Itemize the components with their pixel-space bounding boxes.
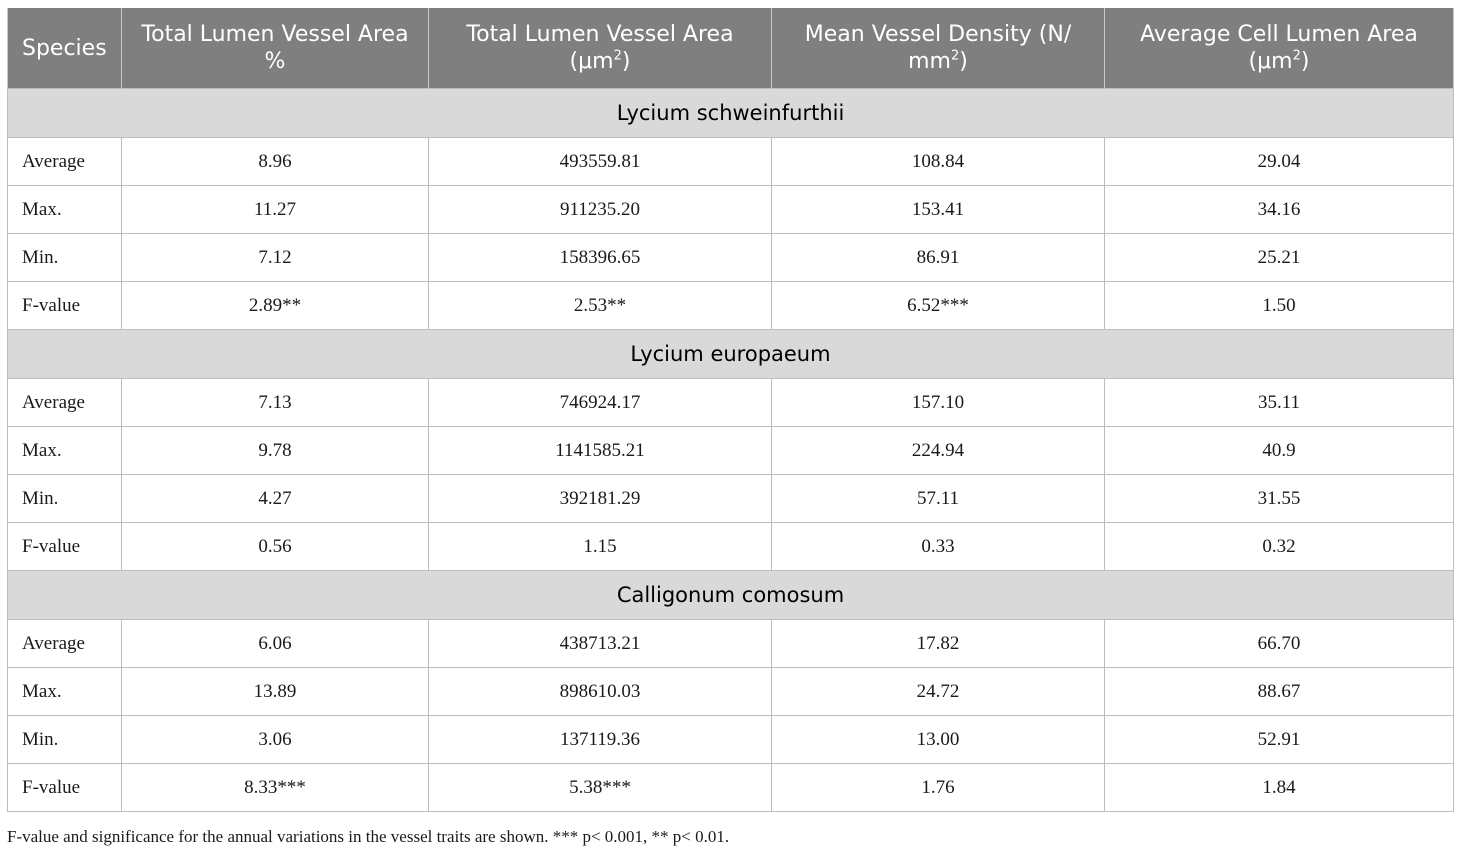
table-body	[8, 89, 1454, 812]
row-label: Average	[8, 620, 122, 668]
cell-total-lumen-percent: 2.89**	[122, 282, 429, 330]
cell-vessel-density: 24.72	[772, 668, 1105, 716]
cell-vessel-density: 1.76	[772, 764, 1105, 812]
header-text-end: )	[959, 49, 968, 74]
row-label: F-value	[8, 523, 122, 571]
cell-total-lumen-percent: 3.06	[122, 716, 429, 764]
cell-total-lumen-percent: 8.33***	[122, 764, 429, 812]
header-total-lumen-vessel-area-um2	[429, 8, 772, 89]
header-text: Mean Vessel Density (N/ mm	[804, 22, 1072, 74]
cell-vessel-density: 153.41	[772, 186, 1105, 234]
cell-vessel-density: 6.52***	[772, 282, 1105, 330]
superscript: 2	[1292, 48, 1301, 64]
species-group-name: Lycium europaeum	[8, 330, 1454, 379]
cell-total-lumen-area: 493559.81	[429, 138, 772, 186]
cell-vessel-density: 157.10	[772, 379, 1105, 427]
row-label: Average	[8, 379, 122, 427]
cell-total-lumen-percent: 7.13	[122, 379, 429, 427]
cell-total-lumen-area: 2.53**	[429, 282, 772, 330]
cell-total-lumen-area: 911235.20	[429, 186, 772, 234]
cell-cell-lumen-area: 1.84	[1105, 764, 1454, 812]
header-species: Species	[8, 8, 122, 89]
vessel-traits-table	[7, 8, 1454, 812]
cell-cell-lumen-area: 66.70	[1105, 620, 1454, 668]
table-row	[8, 716, 1454, 764]
cell-total-lumen-area: 438713.21	[429, 620, 772, 668]
table-row	[8, 523, 1454, 571]
header-text: Average Cell Lumen Area (μm	[1140, 22, 1418, 74]
header-average-cell-lumen-area	[1105, 8, 1454, 89]
cell-vessel-density: 0.33	[772, 523, 1105, 571]
table-row	[8, 620, 1454, 668]
row-label: Min.	[8, 716, 122, 764]
cell-total-lumen-percent: 9.78	[122, 427, 429, 475]
cell-total-lumen-area: 1.15	[429, 523, 772, 571]
species-group-name: Calligonum comosum	[8, 571, 1454, 620]
header-mean-vessel-density	[772, 8, 1105, 89]
cell-total-lumen-area: 392181.29	[429, 475, 772, 523]
species-group-name: Lycium schweinfurthii	[8, 89, 1454, 138]
row-label: Max.	[8, 668, 122, 716]
table-header	[8, 8, 1454, 89]
cell-total-lumen-percent: 8.96	[122, 138, 429, 186]
table-row	[8, 764, 1454, 812]
table-row	[8, 234, 1454, 282]
cell-total-lumen-percent: 7.12	[122, 234, 429, 282]
row-label: F-value	[8, 282, 122, 330]
cell-cell-lumen-area: 29.04	[1105, 138, 1454, 186]
row-label: Average	[8, 138, 122, 186]
cell-total-lumen-area: 746924.17	[429, 379, 772, 427]
table-row	[8, 668, 1454, 716]
cell-vessel-density: 108.84	[772, 138, 1105, 186]
species-group-row	[8, 330, 1454, 379]
cell-cell-lumen-area: 31.55	[1105, 475, 1454, 523]
table-row	[8, 186, 1454, 234]
row-label: Max.	[8, 427, 122, 475]
cell-cell-lumen-area: 40.9	[1105, 427, 1454, 475]
cell-cell-lumen-area: 25.21	[1105, 234, 1454, 282]
table-row	[8, 379, 1454, 427]
row-label: Max.	[8, 186, 122, 234]
cell-total-lumen-area: 137119.36	[429, 716, 772, 764]
superscript: 2	[613, 48, 622, 64]
cell-total-lumen-percent: 0.56	[122, 523, 429, 571]
cell-total-lumen-percent: 11.27	[122, 186, 429, 234]
table-row	[8, 138, 1454, 186]
cell-cell-lumen-area: 52.91	[1105, 716, 1454, 764]
header-text-end: )	[1300, 49, 1310, 74]
table-footnote: F-value and significance for the annual variations in the vessel traits are shown. *** p< 0.001, ** p< 0.01.	[7, 827, 730, 846]
species-group-row	[8, 571, 1454, 620]
cell-vessel-density: 13.00	[772, 716, 1105, 764]
cell-total-lumen-area: 1141585.21	[429, 427, 772, 475]
cell-vessel-density: 86.91	[772, 234, 1105, 282]
cell-cell-lumen-area: 0.32	[1105, 523, 1454, 571]
header-text-end: )	[621, 49, 631, 74]
cell-total-lumen-area: 158396.65	[429, 234, 772, 282]
cell-cell-lumen-area: 88.67	[1105, 668, 1454, 716]
cell-vessel-density: 224.94	[772, 427, 1105, 475]
superscript: 2	[951, 48, 960, 64]
table-row	[8, 427, 1454, 475]
table-container	[7, 8, 1453, 812]
species-group-row	[8, 89, 1454, 138]
header-total-lumen-vessel-area-percent: Total Lumen Vessel Area %	[122, 8, 429, 89]
row-label: F-value	[8, 764, 122, 812]
cell-total-lumen-percent: 13.89	[122, 668, 429, 716]
header-text: Total Lumen Vessel Area (μm	[466, 22, 734, 74]
cell-cell-lumen-area: 34.16	[1105, 186, 1454, 234]
cell-vessel-density: 57.11	[772, 475, 1105, 523]
cell-total-lumen-percent: 4.27	[122, 475, 429, 523]
row-label: Min.	[8, 234, 122, 282]
header-row	[8, 8, 1454, 89]
table-row	[8, 475, 1454, 523]
cell-total-lumen-area: 5.38***	[429, 764, 772, 812]
cell-cell-lumen-area: 35.11	[1105, 379, 1454, 427]
row-label: Min.	[8, 475, 122, 523]
table-row	[8, 282, 1454, 330]
cell-total-lumen-percent: 6.06	[122, 620, 429, 668]
cell-vessel-density: 17.82	[772, 620, 1105, 668]
cell-total-lumen-area: 898610.03	[429, 668, 772, 716]
cell-cell-lumen-area: 1.50	[1105, 282, 1454, 330]
